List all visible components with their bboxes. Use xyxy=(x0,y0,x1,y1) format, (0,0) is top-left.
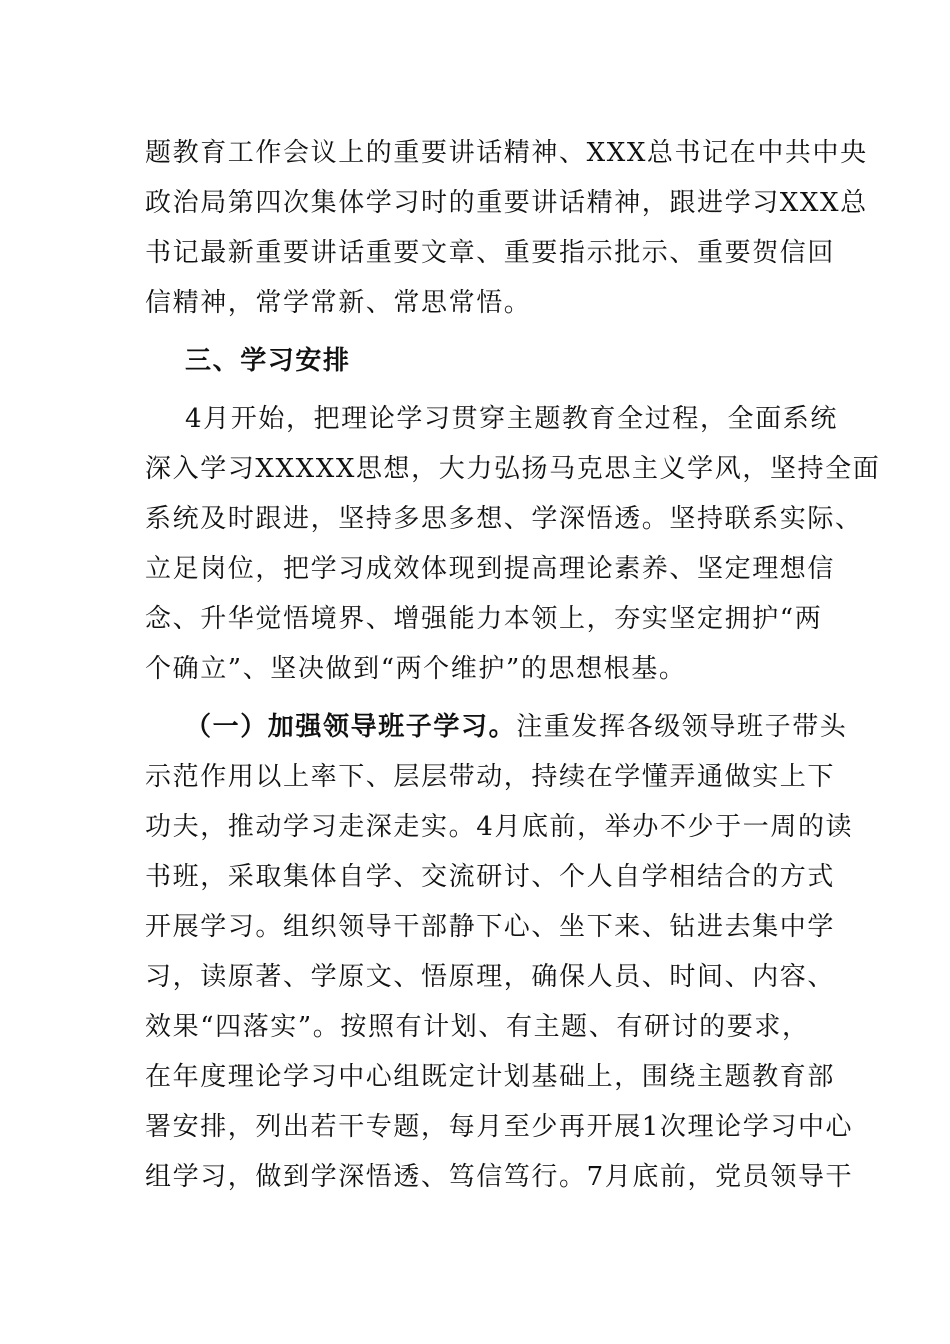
paragraph-line: 立足岗位，把学习成效体现到提高理论素养、坚定理想信 xyxy=(145,554,836,584)
paragraph-line: 信精神，常学常新、常思常悟。 xyxy=(145,288,532,318)
paragraph-line: 政治局第四次集体学习时的重要讲话精神，跟进学习XXX总 xyxy=(145,188,868,218)
paragraph-line: 在年度理论学习中心组既定计划基础上，围绕主题教育部 xyxy=(145,1062,836,1092)
paragraph-line: 个确立”、坚决做到“两个维护”的思想根基。 xyxy=(145,654,687,684)
paragraph-line: 组学习，做到学深悟透、笃信笃行。7月底前，党员领导干 xyxy=(145,1162,854,1192)
subsection-title: （一）加强领导班子学习。 xyxy=(185,712,517,742)
paragraph-line: 深入学习XXXXX思想，大力弘扬马克思主义学风，坚持全面 xyxy=(145,454,881,484)
section-heading: 三、学习安排 xyxy=(185,346,351,376)
paragraph-line: 4月开始，把理论学习贯穿主题教育全过程，全面系统 xyxy=(185,404,838,434)
paragraph-line: 念、升华觉悟境界、增强能力本领上，夯实坚定拥护“两 xyxy=(145,604,823,634)
paragraph-line: 书班，采取集体自学、交流研讨、个人自学相结合的方式 xyxy=(145,862,836,892)
paragraph-line: 题教育工作会议上的重要讲话精神、XXX总书记在中共中央 xyxy=(145,138,868,168)
paragraph-line: 系统及时跟进，坚持多思多想、学深悟透。坚持联系实际、 xyxy=(145,504,863,534)
subsection-line xyxy=(185,707,848,747)
subsection-text: 注重发挥各级领导班子带头 xyxy=(516,712,848,742)
paragraph-line: 习，读原著、学原文、悟原理，确保人员、时间、内容、 xyxy=(145,962,836,992)
paragraph-line: 书记最新重要讲话重要文章、重要指示批示、重要贺信回 xyxy=(145,238,836,268)
paragraph-line: 示范作用以上率下、层层带动，持续在学懂弄通做实上下 xyxy=(145,762,836,792)
paragraph-line: 开展学习。组织领导干部静下心、坐下来、钻进去集中学 xyxy=(145,912,836,942)
paragraph-line: 效果“四落实”。按照有计划、有主题、有研讨的要求， xyxy=(145,1012,810,1042)
paragraph-line: 署安排，列出若干专题，每月至少再开展1次理论学习中心 xyxy=(145,1112,854,1142)
paragraph-line: 功夫，推动学习走深走实。4月底前，举办不少于一周的读 xyxy=(145,812,854,842)
